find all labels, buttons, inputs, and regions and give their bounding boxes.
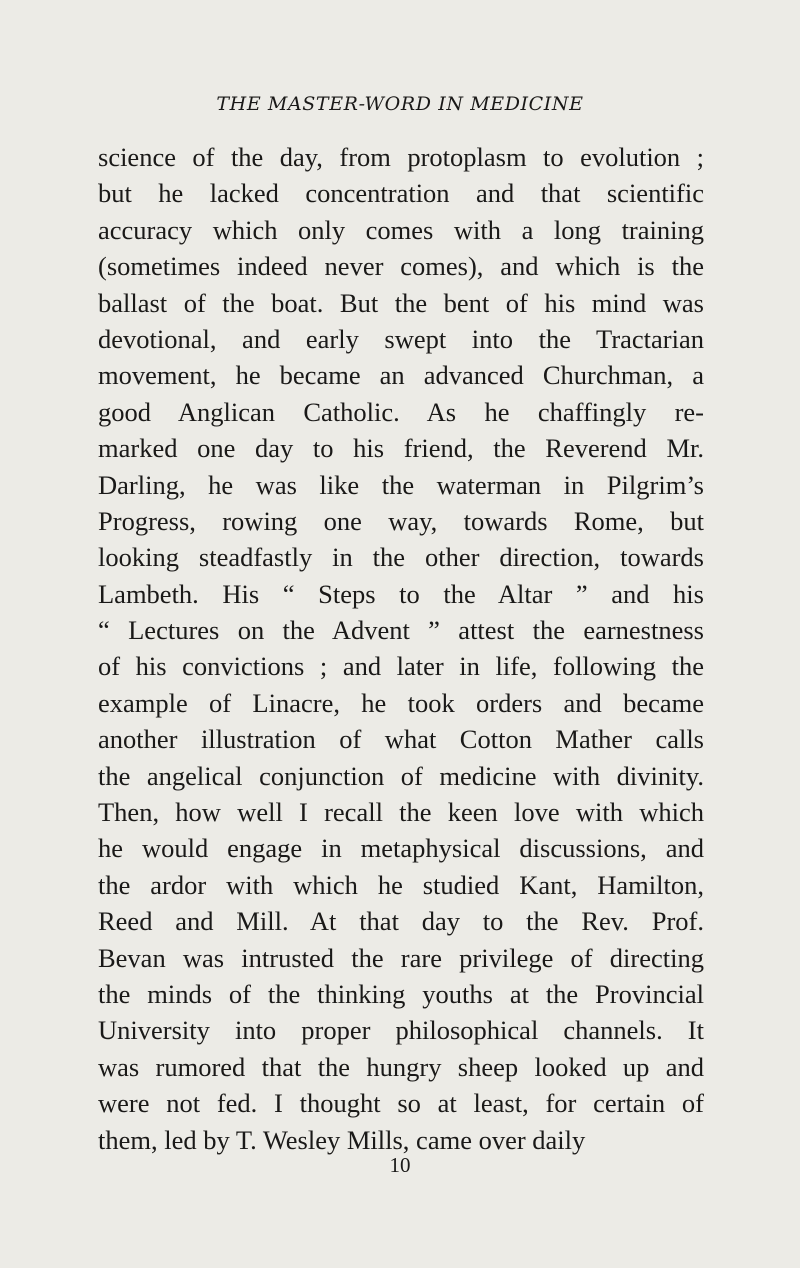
text-line: Progress, rowing one way, towards Rome, but <box>98 505 704 536</box>
text-line: he would engage in metaphysical discussions, and <box>98 833 704 864</box>
text-line: but he lacked concentration and that scientific <box>98 178 704 209</box>
text-line: ballast of the boat. But the bent of his mind was <box>98 287 704 318</box>
text-line: was rumored that the hungry sheep looked up and <box>98 1051 704 1082</box>
text-line: marked one day to his friend, the Reverend Mr. <box>98 433 704 464</box>
text-line: another illustration of what Cotton Mather calls <box>98 724 704 755</box>
text-line: science of the day, from protoplasm to evolution ; <box>98 142 704 172</box>
text-line: (sometimes indeed never comes), and which is the <box>98 251 704 282</box>
text-line: good Anglican Catholic. As he chaffingly re- <box>98 396 704 427</box>
running-head: THE MASTER-WORD IN MEDICINE <box>216 93 584 115</box>
text-line: were not fed. I thought so at least, for certain of <box>98 1088 704 1119</box>
text-line: Reed and Mill. At that day to the Rev. Prof. <box>98 906 704 937</box>
text-line: the ardor with which he studied Kant, Hamilton, <box>98 869 704 900</box>
page-number: 10 <box>389 1153 411 1177</box>
text-line: of his convictions ; and later in life, following the <box>98 651 704 682</box>
text-line: University into proper philosophical channels. It <box>98 1015 704 1046</box>
text-line: the minds of the thinking youths at the Provincial <box>98 978 704 1009</box>
text-line: example of Linacre, he took orders and became <box>98 687 704 718</box>
text-line: the angelical conjunction of medicine with divinity. <box>98 760 704 791</box>
text-line: movement, he became an advanced Churchman, a <box>98 360 704 391</box>
body-text <box>98 139 704 1158</box>
text-line: Darling, he was like the waterman in Pilgrim’s <box>98 469 704 500</box>
text-line: Lambeth. His “ Steps to the Altar ” and his <box>98 578 704 609</box>
text-line: “ Lectures on the Advent ” attest the earnestness <box>98 615 704 646</box>
text-line: accuracy which only comes with a long training <box>98 214 704 245</box>
text-line: Then, how well I recall the keen love with which <box>98 797 704 828</box>
text-line: Bevan was intrusted the rare privilege of directing <box>98 942 704 973</box>
text-line: them, led by T. Wesley Mills, came over daily <box>98 1124 586 1155</box>
text-line: looking steadfastly in the other direction, towards <box>98 542 704 573</box>
text-line: devotional, and early swept into the Tractarian <box>98 323 704 354</box>
